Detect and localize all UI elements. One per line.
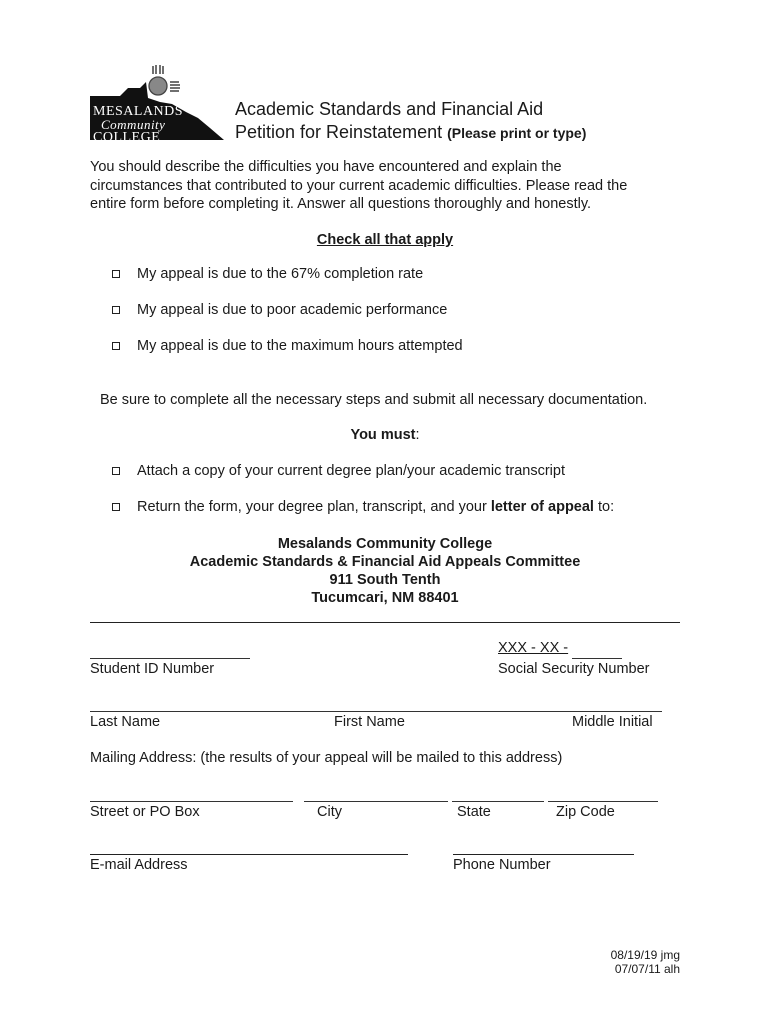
checkbox-icon[interactable] <box>112 467 120 475</box>
check-academic-performance[interactable] <box>112 302 447 318</box>
step-bold: letter of appeal <box>490 499 594 515</box>
street-line[interactable] <box>90 801 293 802</box>
zip-line[interactable] <box>548 801 658 802</box>
step-attach[interactable] <box>112 463 565 479</box>
you-must-bold: You must <box>350 427 416 443</box>
address-line-3: 911 South Tenth <box>329 572 441 588</box>
step-prefix: Return the form, your degree plan, transcript, and your <box>137 499 491 515</box>
complete-instructions: Be sure to complete all the necessary steps and submit all necessary documentation. <box>100 392 648 408</box>
zip-label: Zip Code <box>556 804 615 820</box>
checkbox-icon[interactable] <box>112 306 120 314</box>
city-line[interactable] <box>304 801 448 802</box>
last-name-label: Last Name <box>90 714 161 730</box>
check-label: My appeal is due to the 67% completion rate <box>137 266 424 282</box>
ssn-label: Social Security Number <box>498 661 650 677</box>
address-line-2: Academic Standards & Financial Aid Appeals Committee <box>189 554 581 570</box>
step-label <box>137 499 614 515</box>
check-max-hours[interactable] <box>112 338 463 354</box>
check-label: My appeal is due to the maximum hours attempted <box>137 338 463 354</box>
revision-line-2: 07/07/11 alh <box>614 962 680 976</box>
logo-line-mesalands: MESALANDS <box>93 104 184 119</box>
title-note: (Please print or type) <box>447 125 587 141</box>
checkbox-icon[interactable] <box>112 503 120 511</box>
phone-line[interactable] <box>453 854 634 855</box>
title-petition: Petition for Reinstatement <box>235 122 443 142</box>
revision-line-1: 08/19/19 jmg <box>610 948 680 962</box>
mailing-address-label: Mailing Address: (the results of your appeal will be mailed to this address) <box>90 750 563 766</box>
state-line[interactable] <box>452 801 544 802</box>
college-logo <box>90 62 230 147</box>
intro-paragraph <box>90 158 690 214</box>
intro-line-1: You should describe the difficulties you have encountered and explain the <box>90 159 562 175</box>
address-line-1: Mesalands Community College <box>277 536 493 552</box>
intro-line-3: entire form before completing it. Answer all questions thoroughly and honestly. <box>90 196 592 212</box>
logo-line-college: COLLEGE <box>93 130 161 145</box>
check-completion-rate[interactable] <box>112 266 423 282</box>
revision-notes <box>560 948 680 976</box>
checkbox-icon[interactable] <box>112 342 120 350</box>
step-return[interactable] <box>112 499 614 515</box>
you-must-colon: : <box>415 427 420 443</box>
ssn-prefix: XXX - XX - <box>498 640 569 656</box>
state-label: State <box>457 804 491 820</box>
zia-sun-icon <box>149 65 180 95</box>
logo-line-community: Community <box>101 117 166 132</box>
first-name-label: First Name <box>334 714 405 730</box>
step-suffix: to: <box>593 499 615 515</box>
you-must-heading <box>90 427 680 443</box>
checkbox-icon[interactable] <box>112 270 120 278</box>
email-line[interactable] <box>90 854 408 855</box>
student-id-label: Student ID Number <box>90 661 215 677</box>
phone-label: Phone Number <box>453 857 551 873</box>
check-heading: Check all that apply <box>316 232 454 248</box>
address-line-4: Tucumcari, NM 88401 <box>311 590 459 606</box>
title-line-1: Academic Standards and Financial Aid <box>235 99 544 119</box>
name-line[interactable] <box>90 711 662 712</box>
ssn-line[interactable] <box>572 658 622 659</box>
title-line-2 <box>235 122 586 143</box>
step-label: Attach a copy of your current degree plan/your academic transcript <box>137 463 565 479</box>
section-divider <box>90 622 680 623</box>
mailing-address-block <box>90 535 680 607</box>
street-label: Street or PO Box <box>90 804 200 820</box>
student-id-line[interactable] <box>90 658 250 659</box>
email-label: E-mail Address <box>90 857 188 873</box>
city-label: City <box>317 804 342 820</box>
intro-line-2: circumstances that contributed to your current academic difficulties. Please read the <box>90 177 628 194</box>
check-label: My appeal is due to poor academic performance <box>137 302 448 318</box>
middle-initial-label: Middle Initial <box>572 714 653 730</box>
